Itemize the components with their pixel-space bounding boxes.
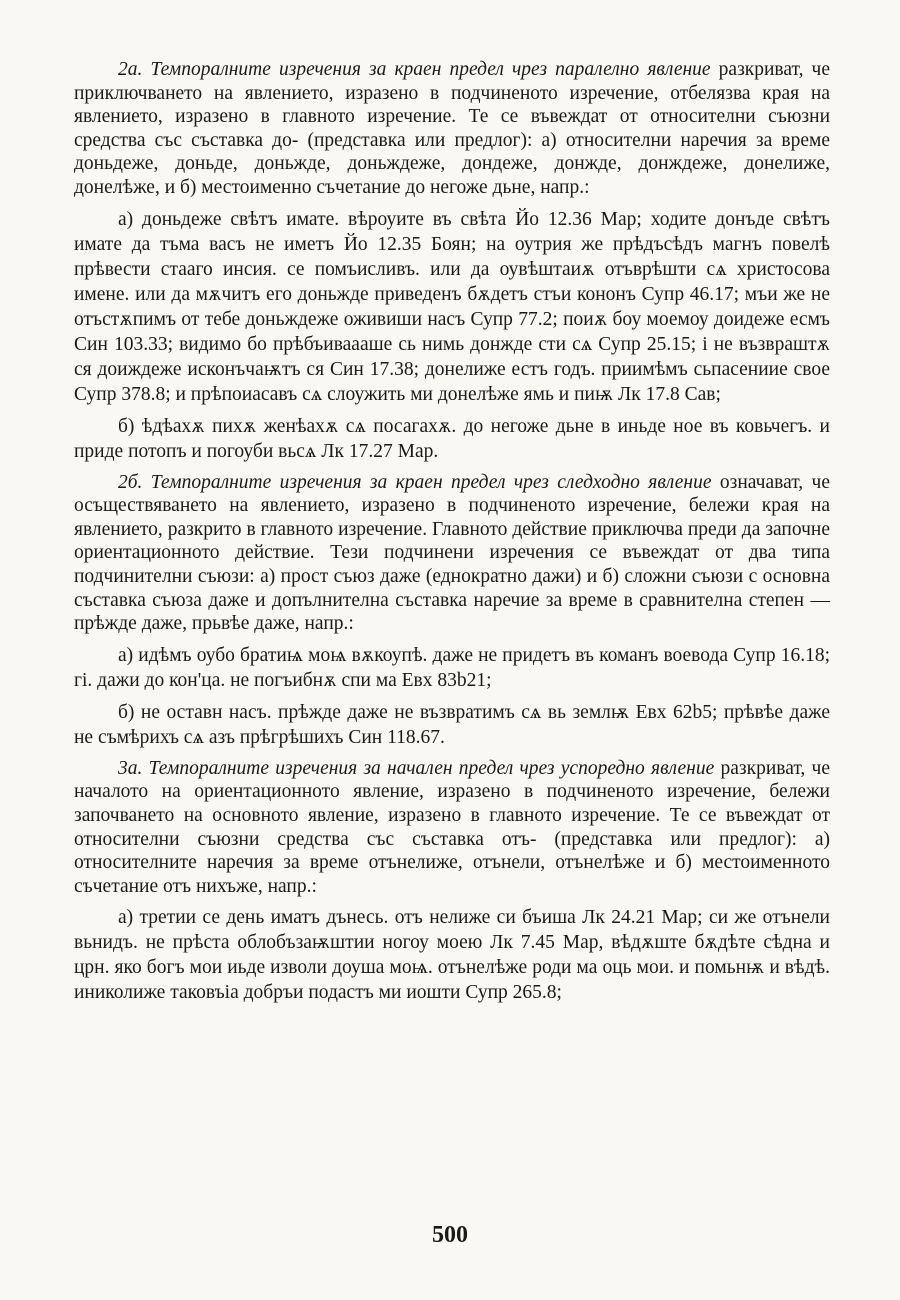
- example-2a-a: [74, 207, 830, 407]
- paragraph-text: разкриват, че приключването на явлението, изразено в подчиненото изречение, отбелязва края на явлението, изразено в главното изречение. Те се въвеждат от относителни съюзни средства със съставка до- (представка или предлог): а) относителни наречия за време доньдеже, доньде, доньжде, доньждеже, дондеже, донжде, донждеже, донелиже, донелѣже, и б) местоименно съчетание до негоже дьне, напр.:: [74, 59, 831, 198]
- example-text: б) ѣдѣахѫ пихѫ женѣахѫ сѧ посагахѫ. до негоже дьне в иньде ное въ ковьчегъ. и приде потопъ и погоуби вьсѧ Лк 17.27 Мар.: [74, 415, 830, 462]
- example-3a-a: [74, 905, 830, 1005]
- paragraph-2a: [74, 58, 830, 200]
- section-heading-2b: 2б. Темпоралните изречения за краен предел чрез следходно явление: [118, 471, 712, 493]
- section-heading-2a: 2а. Темпоралните изречения за краен предел чрез паралелно явление: [118, 59, 711, 80]
- example-text: а) третии се день иматъ дънесь. отъ нелиже си бъиша Лк 24.21 Мар; си же отънели вьнидъ. не прѣста облобъзаѭштии ногоу моею Лк 7.45 Мар, вѣдѫште бѫдѣте сѣдна и црн. яко богъ мои иьде изволи доуша моѩ. отънелѣже роди ма оць мои. и помьнѭ и вѣдѣ. иниколиже таковъіа добръи подастъ ми иошти Супр 265.8;: [74, 907, 830, 1004]
- example-2b-a: [74, 643, 830, 693]
- paragraph-2b: [74, 471, 830, 636]
- example-2b-b: [74, 700, 830, 750]
- paragraph-3a: [74, 757, 830, 899]
- example-text: а) доньдеже свѣтъ имате. вѣроуите въ свѣта Йо 12.36 Мар; ходите донъде свѣтъ имате да тъма васъ не иметъ Йо 12.35 Боян; на оутрия же прѣдъсѣдъ магнъ повелѣ прѣвести стааго инсия. се помъисливъ. или да оувѣштаиѫ отъврѣшти сѧ христосова имене. или да мѫчитъ его доньжде приведенъ бѫдетъ стъи кононъ Супр 46.17; мъи же не отъстѫпимъ от тебе доньждеже оживиши насъ Супр 77.2; поиѫ боу моемоу доидеже есмъ Син 103.33; видимо бо прѣбъиваааше сь нимь донжде сти сѧ Супр 25.15; і не възвраштѫ ся доиждеже исконъчаѭтъ ся Син 17.38; донелиже естъ годъ. приимѣмъ сьпасениие свое Супр 378.8; и прѣпоиасавъ сѧ слоужить ми донелѣже ямь и пиѭ Лк 17.8 Сав;: [74, 208, 830, 405]
- example-text: а) идѣмъ оубо братиѩ моѩ вѫкоупѣ. даже не придетъ въ команъ воевода Супр 16.18; гі. дажи до кон'ца. не погъибнѫ спи ма Евх 83b21;: [74, 644, 830, 691]
- paragraph-text: означават, че осъществяването на явлението, изразено в подчиненото изречение, бележи края на явлението, разкрито в главното изречение. Главното действие приключва преди да започне ориентационното действие. Тези подчинени изречения се въвеждат от два типа подчинителни съюзи: а) прост съюз даже (еднократно дажи) и б) сложни съюзи с основна съставка съюза даже и допълнителна съставка наречие за време в сравнителна степен — прѣжде даже, прьвѣе даже, напр.:: [74, 471, 830, 635]
- page-number: 500: [432, 1222, 468, 1248]
- example-text: б) не оставн насъ. прѣжде даже не възвратимъ сѧ вь землѭ Евх 62b5; прѣвѣе даже не съмѣрихъ сѧ азъ прѣгрѣшихъ Син 118.67.: [74, 701, 830, 748]
- paragraph-text: разкриват, че началото на ориентационното явление, изразено в подчиненото изречение, бележи започването на основното явление, изразено в главното изречение. Те се въвеждат от относителни съюзни средства със съставка отъ- (представка или предлог): а) относителните наречия за време отънелиже, отънели, отънелѣже и б) местоименното съчетание отъ нихъже, напр.:: [74, 757, 830, 897]
- example-2a-b: [74, 414, 830, 464]
- section-heading-3a: 3а. Темпоралните изречения за начален предел чрез успоредно явление: [118, 757, 715, 779]
